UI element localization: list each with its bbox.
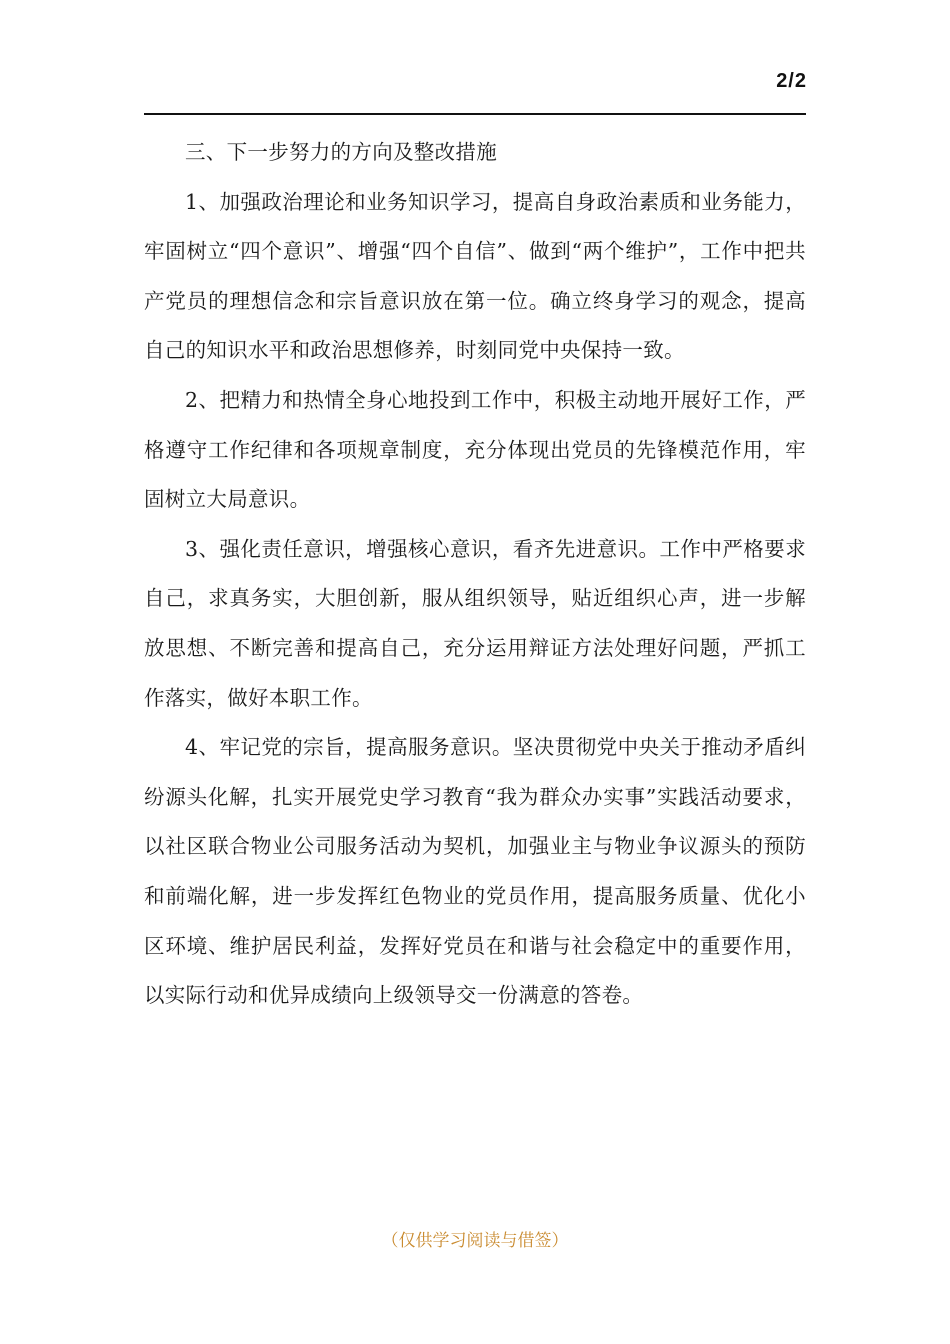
paragraph-2: 2、把精力和热情全身心地投到工作中，积极主动地开展好工作，严格遵守工作纪律和各项规章制度，充分体现出党员的先锋模范作用，牢固树立大局意识。 <box>144 387 806 512</box>
paragraph-1: 1、加强政治理论和业务知识学习，提高自身政治素质和业务能力，牢固树立“四个意识”、增强“四个自信”、做到“两个维护”，工作中把共产党员的理想信念和宗旨意识放在第一位。确立终身学习的观念，提高自己的知识水平和政治思想修养，时刻同党中央保持一致。 <box>144 189 806 363</box>
section-heading: 三、下一步努力的方向及整改措施 <box>185 140 497 164</box>
footer-note: （仅供学习阅读与借签） <box>381 1231 569 1251</box>
paragraph-3: 3、强化责任意识，增强核心意识，看齐先进意识。工作中严格要求自己，求真务实，大胆创新，服从组织领导，贴近组织心声，进一步解放思想、不断完善和提高自己，充分运用辩证方法处理好问题，严抓工作落实，做好本职工作。 <box>144 536 806 710</box>
page-number: 2/2 <box>776 70 807 92</box>
document-body <box>144 128 806 1021</box>
header-divider <box>144 113 806 115</box>
paragraph-4: 4、牢记党的宗旨，提高服务意识。坚决贯彻党中央关于推动矛盾纠纷源头化解，扎实开展党史学习教育“我为群众办实事”实践活动要求，以社区联合物业公司服务活动为契机，加强业主与物业争议源头的预防和前端化解，进一步发挥红色物业的党员作用，提高服务质量、优化小区环境、维护居民利益，发挥好党员在和谐与社会稳定中的重要作用，以实际行动和优异成绩向上级领导交一份满意的答卷。 <box>144 735 806 1008</box>
